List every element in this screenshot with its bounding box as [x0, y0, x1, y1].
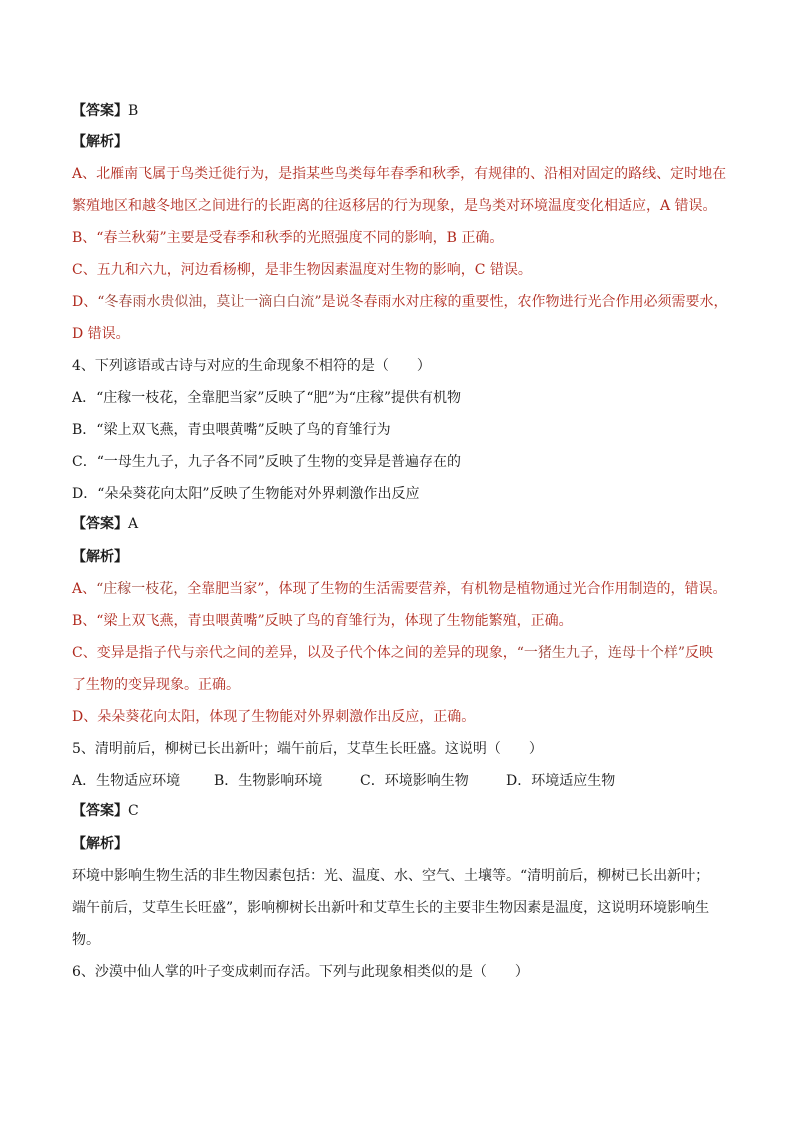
q4-option-a: A．“庄稼一枝花，全靠肥当家”反映了“肥”为“庄稼”提供有机物 [72, 390, 462, 406]
q4-answer [72, 515, 138, 533]
q5-options [72, 772, 615, 790]
q4-answer-value: A [128, 516, 139, 532]
q3-answer-value: B [128, 103, 139, 119]
q4-analysis-d: D、朵朵葵花向太阳，体现了生物能对外界刺激作出反应，正确。 [72, 709, 476, 725]
q3-analysis-c: C、五九和六九，河边看杨柳，是非生物因素温度对生物的影响，C 错误。 [72, 262, 532, 278]
q3-answer [72, 102, 138, 120]
q4-analysis-label: 【解析】 [72, 549, 128, 565]
q5-answer [72, 802, 139, 820]
q3-analysis-a-line2: 繁殖地区和越冬地区之间进行的长距离的往返移居的行为现象，是鸟类对环境温度变化相适应，A 错误。 [72, 198, 717, 214]
q4-c-quote: “一猪生九子，连母十个样” [516, 645, 686, 661]
q5-analysis-line1: 环境中影响生物生活的非生物因素包括：光、温度、水、空气、土壤等。“清明前后，柳树已长出新叶； [72, 868, 710, 884]
q4-a-rest: 全靠肥当家”，体现了生物的生活需要营养，有机物是植物通过光合作用制造的，错误。 [187, 581, 727, 597]
q3-analysis-a-line1: A、北雁南飞属于鸟类迁徙行为，是指某些鸟类每年春季和秋季，有规律的、沿相对固定的路线、定时地在 [72, 166, 727, 182]
q3-d-quote: “冬春雨水贵似油，莫让一滴白白流” [97, 294, 322, 310]
q5-stem: 5、清明前后，柳树已长出新叶；端午前后，艾草生长旺盛。这说明（ ） [72, 741, 543, 757]
q5-option-d: D．环境适应生物 [506, 773, 616, 789]
q4-analysis-c-line1 [72, 644, 713, 662]
q5-option-a: A．生物适应环境 [72, 773, 181, 789]
q3-analysis-d-line1 [72, 293, 728, 311]
q3-analysis-b: B、“春兰秋菊”主要是受春季和秋季的光照强度不同的影响，B 正确。 [72, 230, 504, 246]
q4-c-prefix: C、变异是指子代与亲代之间的差异，以及子代个体之间的差异的现象， [72, 645, 517, 661]
q4-analysis-c-line2: 了生物的变异现象。正确。 [72, 677, 240, 693]
q5-analysis-label: 【解析】 [72, 836, 128, 852]
q4-option-d: D．“朵朵葵花向太阳”反映了生物能对外界刺激作出反应 [72, 486, 420, 502]
q5-analysis-line2: 端午前后，艾草生长旺盛”，影响柳树长出新叶和艾草生长的主要非生物因素是温度，这说明环境影响生 [72, 900, 710, 916]
q4-analysis-a [72, 580, 726, 598]
q5-option-c: C．环境影响生物 [360, 773, 469, 789]
q4-a-prefix: A、 [72, 581, 97, 597]
q3-answer-label: 【答案】 [72, 103, 128, 119]
q4-a-quote: “庄稼一枝花， [96, 581, 188, 597]
q3-analysis-label: 【解析】 [72, 134, 128, 150]
q4-option-b: B．“梁上双飞燕，青虫喂黄嘴”反映了鸟的育雏行为 [72, 422, 391, 438]
q4-analysis-b: B、“梁上双飞燕，青虫喂黄嘴”反映了鸟的育雏行为，体现了生物能繁殖，正确。 [72, 613, 573, 629]
q3-d-prefix: D、 [72, 294, 98, 310]
q4-option-c: C．“一母生九子，九子各不同”反映了生物的变异是普遍存在的 [72, 454, 462, 470]
q5-answer-label: 【答案】 [72, 803, 128, 819]
q5-answer-value: C [128, 803, 139, 819]
q4-answer-label: 【答案】 [72, 516, 128, 532]
q3-d-rest: 是说冬春雨水对庄稼的重要性，农作物进行光合作用必须需要水， [321, 294, 728, 310]
q4-c-rest: 反映 [685, 645, 714, 661]
q6-stem: 6、沙漠中仙人掌的叶子变成刺而存活。下列与此现象相类似的是（ ） [72, 964, 529, 980]
q4-stem: 4、下列谚语或古诗与对应的生命现象不相符的是（ ） [72, 358, 431, 374]
q5-analysis-line3: 物。 [72, 932, 100, 948]
q3-analysis-d-line2: D 错误。 [72, 326, 130, 342]
q5-option-b: B．生物影响环境 [214, 773, 323, 789]
